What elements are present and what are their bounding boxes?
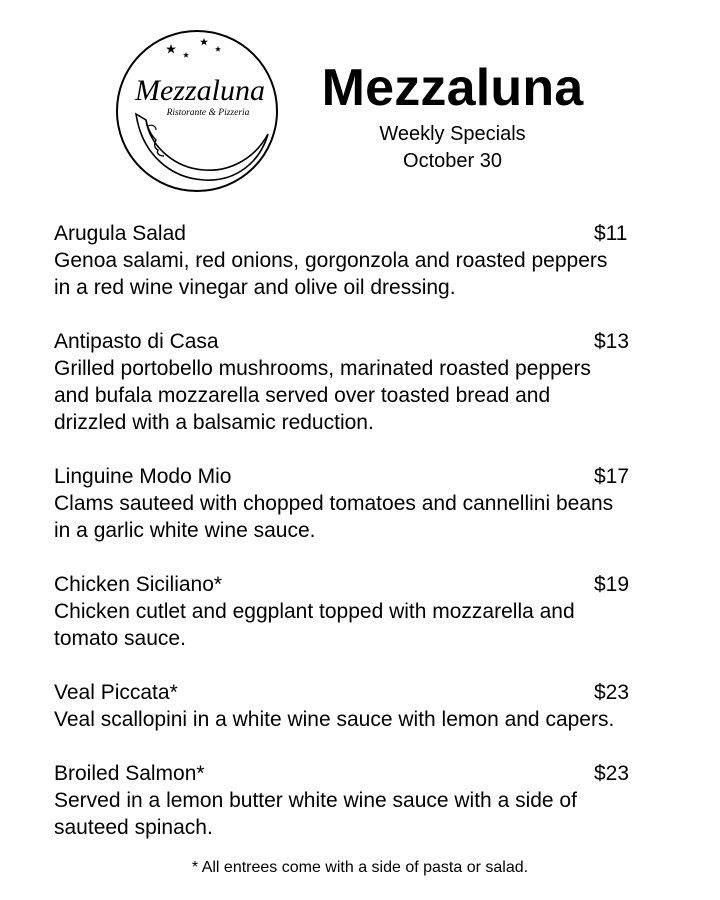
menu-item-name: Veal Piccata* (54, 681, 178, 704)
menu-item-name: Arugula Salad (54, 222, 186, 245)
menu-item-description: in a red wine vinegar and olive oil dressing. (54, 276, 456, 299)
menu-item-description: Veal scallopini in a white wine sauce with lemon and capers. (54, 708, 615, 731)
menu-item-price: $23 (594, 681, 630, 704)
star-icon (200, 38, 208, 45)
menu-item-description: tomato sauce. (54, 627, 186, 650)
menu-item-price: $23 (594, 762, 630, 785)
star-icon (215, 46, 221, 52)
menu-item-description: Clams sauteed with chopped tomatoes and cannellini beans (54, 492, 614, 515)
logo-tagline: Ristorante & Pizzeria (166, 108, 250, 118)
menu-item (54, 220, 669, 301)
menu-item (54, 463, 669, 544)
footnote: * All entrees come with a side of pasta or salad. (191, 859, 529, 876)
restaurant-logo (108, 22, 286, 200)
menu-item (54, 571, 669, 652)
menu-item-name: Antipasto di Casa (54, 330, 219, 353)
menu-item-name: Chicken Siciliano* (54, 573, 223, 596)
page-subtitle: Weekly Specials (379, 123, 526, 145)
menu-item-description: sauteed spinach. (54, 816, 213, 839)
logo-wordmark: Mezzaluna (135, 74, 265, 107)
menu-item-description: Genoa salami, red onions, gorgonzola and roasted peppers (54, 249, 608, 272)
menu-item-price: $19 (594, 573, 630, 596)
menu-item (54, 679, 669, 733)
menu-item-description: Served in a lemon butter white wine sauce with a side of (54, 789, 577, 812)
menu-item-price: $13 (594, 330, 630, 353)
menu-item-description: and bufala mozzarella served over toasted bread and (54, 384, 551, 407)
menu-item-description: Chicken cutlet and eggplant topped with mozzarella and (54, 600, 575, 623)
menu-item-description: drizzled with a balsamic reduction. (54, 411, 374, 434)
specials-date: October 30 (403, 150, 502, 172)
menu-item (54, 760, 669, 841)
menu-item-description: Grilled portobello mushrooms, marinated roasted peppers (54, 357, 591, 380)
crescent-moon-logo-icon (108, 22, 286, 200)
star-icon (166, 44, 176, 53)
star-icon (183, 52, 189, 58)
menu-item-price: $11 (594, 222, 628, 245)
menu-item (54, 328, 669, 436)
menu-item-description: in a garlic white wine sauce. (54, 519, 316, 542)
page-title: Mezzaluna (321, 59, 584, 117)
menu-item-name: Broiled Salmon* (54, 762, 205, 785)
menu-item-name: Linguine Modo Mio (54, 465, 232, 488)
menu-item-price: $17 (594, 465, 630, 488)
